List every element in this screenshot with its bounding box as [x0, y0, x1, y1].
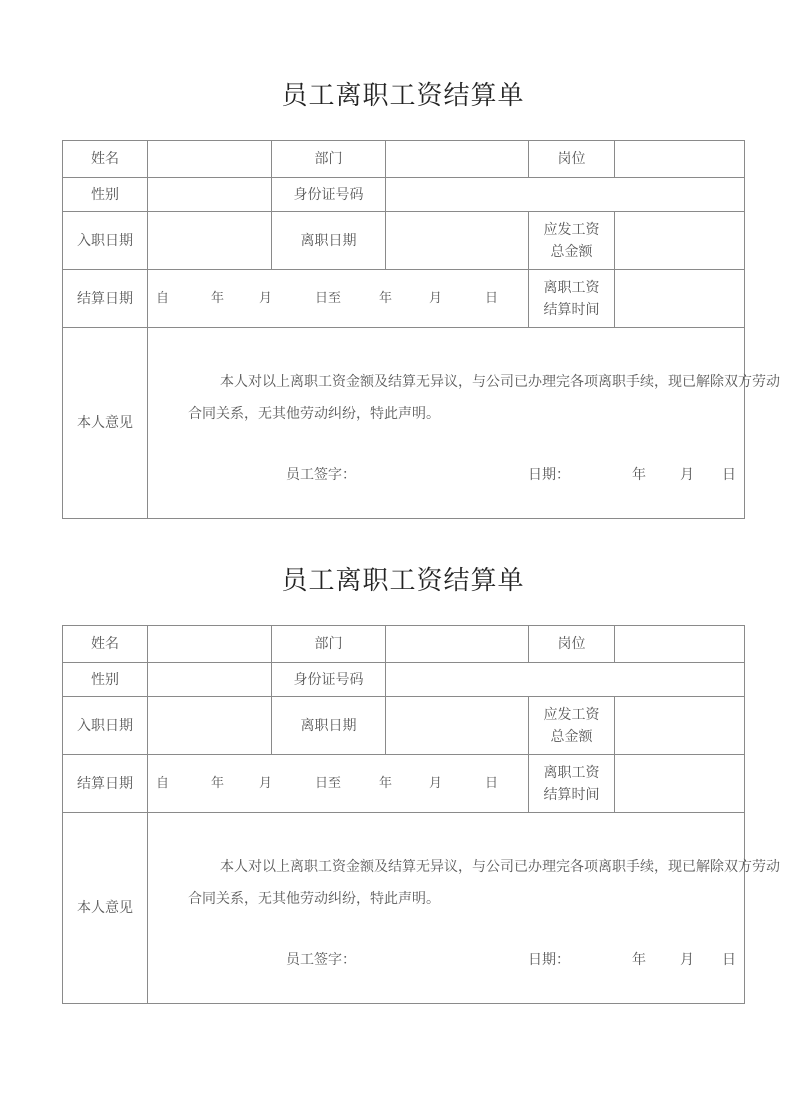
label-position: 岗位: [529, 626, 615, 663]
sign-year: 年: [632, 467, 646, 483]
field-total-wage[interactable]: [615, 212, 745, 270]
field-id-number[interactable]: [386, 663, 745, 697]
row-basic: [63, 141, 745, 178]
field-gender[interactable]: [148, 663, 272, 697]
form-title: 员工离职工资结算单: [281, 566, 525, 596]
statement-text: 本人对以上离职工资金额及结算无异议，与公司已办理完各项离职手续，现已解除双方劳动合同关系，无其他劳动纠纷，特此声明。: [188, 374, 780, 422]
row-basic: [63, 626, 745, 663]
date-day-to: 日至: [315, 291, 342, 306]
field-total-wage[interactable]: [615, 697, 745, 755]
date-month1: 月: [259, 291, 273, 306]
row-opinion: [63, 813, 745, 1004]
date-day-to: 日至: [315, 776, 342, 791]
label-settle-time: [529, 755, 615, 813]
row-dates: [63, 212, 745, 270]
field-department[interactable]: [386, 626, 529, 663]
field-position[interactable]: [615, 626, 745, 663]
form-title: 员工离职工资结算单: [281, 81, 525, 111]
signature-label: 员工签字：: [286, 952, 356, 968]
field-name[interactable]: [148, 626, 272, 663]
label-id-number: 身份证号码: [272, 178, 386, 212]
statement-text: 本人对以上离职工资金额及结算无异议，与公司已办理完各项离职手续，现已解除双方劳动合同关系，无其他劳动纠纷，特此声明。: [188, 859, 780, 907]
row-identity: [63, 663, 745, 697]
date-month1: 月: [259, 776, 273, 791]
row-dates: [63, 697, 745, 755]
label-department: 部门: [272, 626, 386, 663]
row-identity: [63, 178, 745, 212]
date-from: 自: [156, 291, 170, 306]
field-settle-date-range[interactable]: [148, 755, 529, 813]
label-settle-time-line2: 结算时间: [543, 786, 600, 803]
field-gender[interactable]: [148, 178, 272, 212]
label-name: 姓名: [63, 626, 148, 663]
label-gender: 性别: [63, 178, 148, 212]
sign-month: 月: [680, 467, 694, 483]
field-settle-time[interactable]: [615, 755, 745, 813]
label-total-wage: [529, 697, 615, 755]
label-department: 部门: [272, 141, 386, 178]
label-leave-date: 离职日期: [272, 212, 386, 270]
label-settle-date: 结算日期: [63, 755, 148, 813]
field-department[interactable]: [386, 141, 529, 178]
label-opinion: 本人意见: [63, 813, 148, 1004]
label-position: 岗位: [529, 141, 615, 178]
label-total-wage-line2: 总金额: [550, 728, 593, 745]
label-leave-date: 离职日期: [272, 697, 386, 755]
field-settle-date-range[interactable]: [148, 270, 529, 328]
date-month2: 月: [429, 291, 443, 306]
field-settle-time[interactable]: [615, 270, 745, 328]
label-id-number: 身份证号码: [272, 663, 386, 697]
label-settle-time-line1: 离职工资: [543, 764, 600, 781]
field-leave-date[interactable]: [386, 697, 529, 755]
date-year1: 年: [211, 776, 225, 791]
label-gender: 性别: [63, 663, 148, 697]
sign-month: 月: [680, 952, 694, 968]
label-total-wage-line2: 总金额: [550, 243, 593, 260]
opinion-cell: [148, 813, 780, 1004]
label-total-wage: [529, 212, 615, 270]
label-total-wage-line1: 应发工资: [543, 706, 600, 723]
date-label: 日期：: [528, 952, 570, 968]
settlement-table: [62, 625, 780, 1004]
label-settle-time-line1: 离职工资: [543, 279, 600, 296]
opinion-cell: [148, 328, 780, 519]
date-year2: 年: [379, 776, 393, 791]
date-label: 日期：: [528, 467, 570, 483]
sign-year: 年: [632, 952, 646, 968]
signature-label: 员工签字：: [286, 467, 356, 483]
date-month2: 月: [429, 776, 443, 791]
label-settle-time: [529, 270, 615, 328]
date-from: 自: [156, 776, 170, 791]
sign-day: 日: [722, 467, 736, 483]
field-entry-date[interactable]: [148, 212, 272, 270]
date-day2: 日: [485, 776, 499, 791]
field-id-number[interactable]: [386, 178, 745, 212]
field-position[interactable]: [615, 141, 745, 178]
field-leave-date[interactable]: [386, 212, 529, 270]
row-settlement: [63, 755, 745, 813]
label-settle-time-line2: 结算时间: [543, 301, 600, 318]
label-opinion: 本人意见: [63, 328, 148, 519]
row-opinion: [63, 328, 745, 519]
date-year2: 年: [379, 291, 393, 306]
sign-day: 日: [722, 952, 736, 968]
label-entry-date: 入职日期: [63, 212, 148, 270]
label-entry-date: 入职日期: [63, 697, 148, 755]
row-settlement: [63, 270, 745, 328]
field-name[interactable]: [148, 141, 272, 178]
date-year1: 年: [211, 291, 225, 306]
settlement-table: [62, 140, 780, 519]
field-entry-date[interactable]: [148, 697, 272, 755]
date-day2: 日: [485, 291, 499, 306]
label-total-wage-line1: 应发工资: [543, 221, 600, 238]
label-name: 姓名: [63, 141, 148, 178]
label-settle-date: 结算日期: [63, 270, 148, 328]
